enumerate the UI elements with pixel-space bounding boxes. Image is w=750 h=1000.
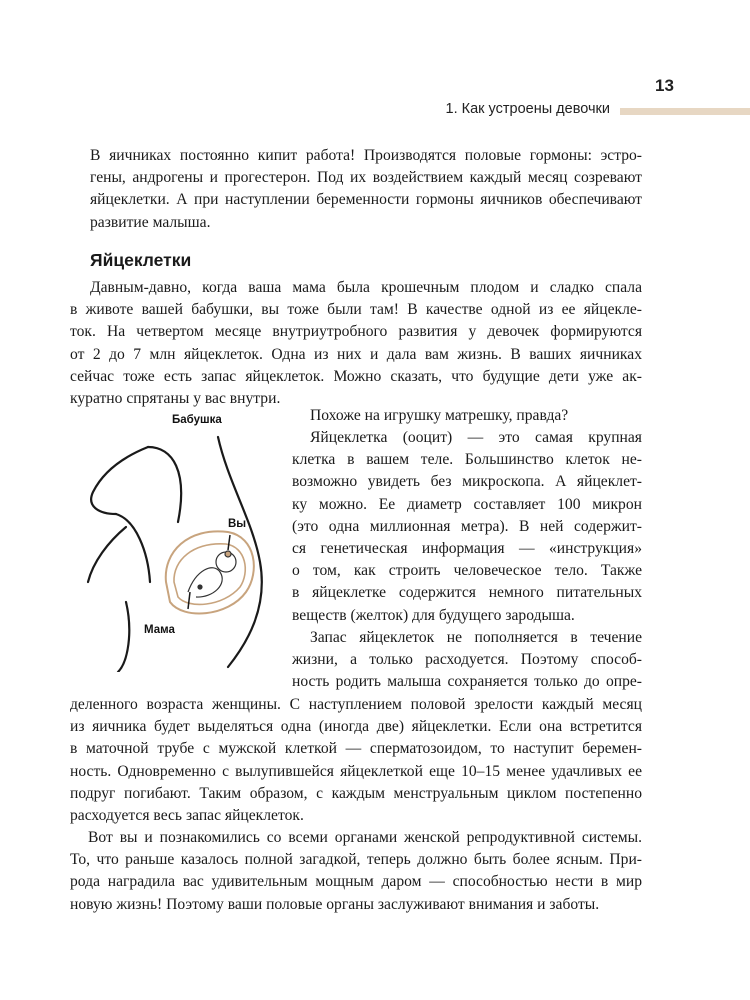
chapter-accent-bar [620,108,750,115]
label-mom: Мама [144,624,175,636]
paragraph-5 [70,827,642,916]
paragraph-line: ток. На четвертом месяце внутриутробного развития у девочек формируются [70,323,642,341]
paragraph-4-right [292,627,642,694]
chapter-title: 1. Как устроены девочки [445,101,610,117]
paragraph-line: ся генетическая информация — «инструкция» [292,540,642,558]
paragraph-line: То, что раньше казалось полной загадкой, теперь должно быть более ясным. При- [70,851,642,869]
intro-line: гены, андрогены и прогестерон. Под их воздействием каждый месяц созревают [90,169,642,187]
paragraph-line: в маточной трубе с мужской клеткой — сперматозоидом, то наступит беремен- [70,740,642,758]
paragraph-line: Похоже на игрушку матрешку, правда? [310,407,569,424]
paragraph-line: рода наградила вас удивительным мощным даром — способностью нести в мир [70,873,642,891]
paragraph-line: ку можно. Ее диаметр составляет 100 микрон [292,495,642,513]
paragraph-line: в яйцеклетке содержится немного питательных [292,584,642,602]
paragraph-line: (это одна миллионная метра). В ней содержит- [292,517,642,535]
paragraph-line: от 2 до 7 млн яйцеклеток. Одна из них и дала вам жизнь. В ваших яичниках [70,345,642,363]
womb-outline [166,531,254,613]
paragraph-line: Запас яйцеклеток не пополняется в течение [310,629,642,646]
label-you: Вы [228,518,247,530]
paragraph-3 [292,427,642,627]
nesting-dolls-diagram [78,402,288,672]
paragraph-line: о том, как строить человеческое тело. Также [292,562,642,580]
intro-line: развитие малыша. [90,213,211,231]
paragraph-line: Яйцеклетка (ооцит) — это самая крупная [310,429,642,446]
paragraph-line: Давным-давно, когда ваша мама была крошечным плодом и сладко спала [90,279,642,296]
paragraph-line: в животе вашей бабушки, вы тоже были там! В качестве одной из ее яйцекле- [70,301,642,319]
paragraph-line: новую жизнь! Поэтому ваши половые органы заслуживают внимания и заботы. [70,895,600,913]
paragraph-4-full [70,694,642,827]
intro-line: яйцеклетки. А при наступлении беременности гормоны яичников обеспечивают [90,191,642,209]
label-grandma: Бабушка [172,414,222,426]
paragraph-line: деленного возраста женщины. С наступлением половой зрелости каждый месяц [70,696,642,713]
paragraph-line: куратно спрятаны у вас внутри. [70,390,281,408]
paragraph-line: ность родить малыша сохраняется только до опре- [292,673,642,691]
paragraph-line: расходуется весь запас яйцеклеток. [70,807,304,825]
paragraph-line: сейчас тоже есть запас яйцеклеток. Можно сказать, что будущие дети уже ак- [70,367,642,385]
egg-cell-icon [225,551,231,557]
section-heading: Яйцеклетки [90,250,192,270]
paragraph-line: клетка в вашем теле. Большинство клеток не- [292,451,642,469]
page-number: 13 [655,76,674,95]
paragraph-line: возможно увидеть без микроскопа. А яйцеклет- [292,473,642,491]
paragraph-1 [70,277,642,410]
paragraph-line: из яичника будет выделяться одна (иногда две) яйцеклетки. Если она встретится [70,718,642,736]
paragraph-line: подруг погибают. Таким образом, с каждым менструальным циклом постепенно [70,784,642,802]
paragraph-2 [292,405,642,427]
pregnancy-nesting-illustration [78,402,288,672]
intro-paragraph [90,145,642,234]
paragraph-line: ность. Одновременно с вылупившейся яйцеклеткой еще 10–15 менее удачливых ее [70,762,642,780]
paragraph-line: жизни, а только расходуется. Поэтому способ- [292,651,642,669]
intro-line: В яичниках постоянно кипит работа! Производятся половые гормоны: эстро- [90,147,642,164]
paragraph-line: Вот вы и познакомились со всеми органами женской репродуктивной системы. [88,829,642,846]
paragraph-line: веществ (желток) для будущего зародыша. [292,606,575,624]
